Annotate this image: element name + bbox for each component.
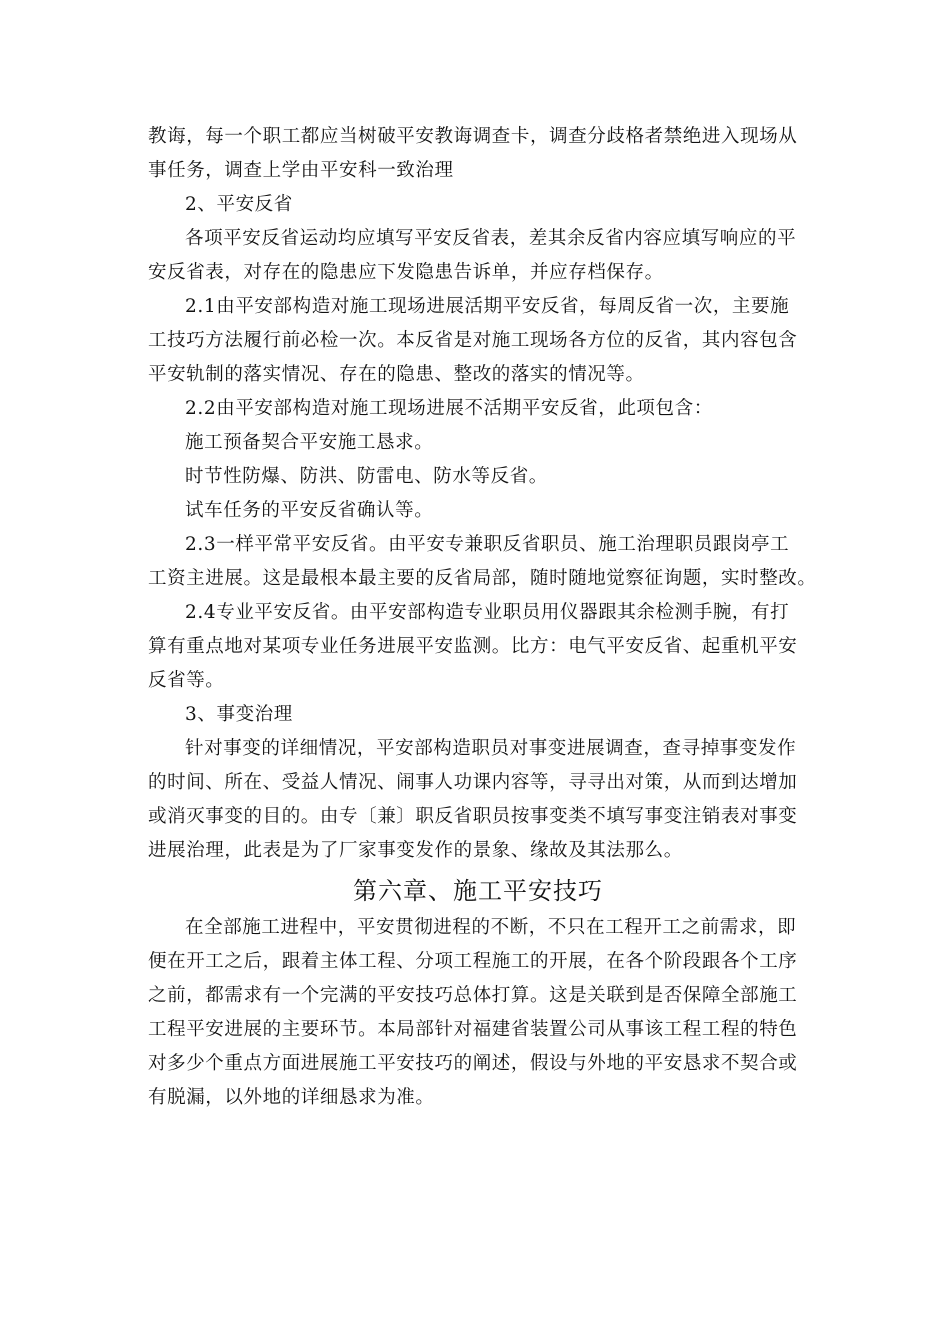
text-line: 针对事变的详细情况，平安部构造职员对事变进展调查，查寻掉事变发作 [185,738,797,759]
section-accident-management [148,698,808,868]
text-line: 对多少个重点方面进展施工平安技巧的阐述，假设与外地的平安恳求不契合或 [148,1053,798,1074]
list-item: 施工预备契合平安施工恳求。 [185,432,434,453]
text-line: 2.4专业平安反省。由平安部构造专业职员用仪器跟其余检测手腕，有打 [185,602,790,623]
text-line: 算有重点地对某项专业任务进展平安监测。比方：电气平安反省、起重机平安 [148,636,798,657]
text-line: 教诲，每一个职工都应当树破平安教诲调查卡，调查分歧格者禁绝进入现场从 [148,126,798,147]
text-line: 安反省表，对存在的隐患应下发隐患告诉单，并应存档保存。 [148,262,664,283]
text-line: 工技巧方法履行前必检一次。本反省是对施工现场各方位的反省，其内容包含 [148,330,798,351]
paragraph-accident-body [148,732,808,868]
chapter-6 [148,874,808,1115]
text-line: 2.1由平安部构造对施工现场进展活期平安反省，每周反省一次，主要施 [185,296,790,317]
paragraph-chapter-body [148,911,808,1115]
chapter-title: 第六章、施工平安技巧 [353,877,603,905]
paragraph-item-2-1 [148,290,808,392]
text-line: 之前，都需求有一个完满的平安技巧总体打算。这是关联到是否保障全部施工 [148,985,798,1006]
paragraph-education-check [148,120,808,188]
text-line: 有脱漏，以外地的详细恳求为准。 [148,1087,435,1108]
text-line: 2.2由平安部构造对施工现场进展不活期平安反省，此项包含： [185,398,713,419]
paragraph-item-2-4 [148,596,808,698]
list-item: 时节性防爆、防洪、防雷电、防水等反省。 [185,466,548,487]
text-line: 事任务，调查上学由平安科一致治理 [148,160,454,181]
text-line: 便在开工之后，跟着主体工程、分项工程施工的开展，在各个阶段跟各个工序 [148,951,798,972]
text-line: 平安轨制的落实情况、存在的隐患、整改的落实的情况等。 [148,364,645,385]
text-line: 的时间、所在、受益人情况、闹事人功课内容等，寻寻出对策，从而到达增加 [148,772,798,793]
paragraph-inspection-intro [148,222,808,290]
text-line: 在全部施工进程中，平安贯彻进程的不断，不只在工程开工之前需求，即 [185,917,797,938]
text-line: 进展治理，此表是为了厂家事变发作的景象、缘故及其法那么。 [148,840,683,861]
section-safety-inspection [148,188,817,698]
section-heading: 2、平安反省 [185,194,293,215]
document-page [148,120,817,1115]
text-line: 工程平安进展的主要环节。本局部针对福建省装置公司从事该工程工程的特色 [148,1019,798,1040]
list-item: 试车任务的平安反省确认等。 [185,500,434,521]
section-heading: 3、事变治理 [185,704,293,725]
text-line: 反省等。 [148,670,225,691]
paragraph-item-2-2 [148,392,808,528]
text-line: 工资主进展。这是最根本最主要的反省局部，随时随地觉察征询题，实时整改。 [148,568,817,589]
text-line: 或消灭事变的目的。由专〔兼〕职反省职员按事变类不填写事变注销表对事变 [148,806,798,827]
paragraph-item-2-3 [148,528,817,596]
text-line: 各项平安反省运动均应填写平安反省表，差其余反省内容应填写响应的平 [185,228,797,249]
text-line: 2.3一样平常平安反省。由平安专兼职反省职员、施工治理职员跟岗亭工 [185,534,790,555]
